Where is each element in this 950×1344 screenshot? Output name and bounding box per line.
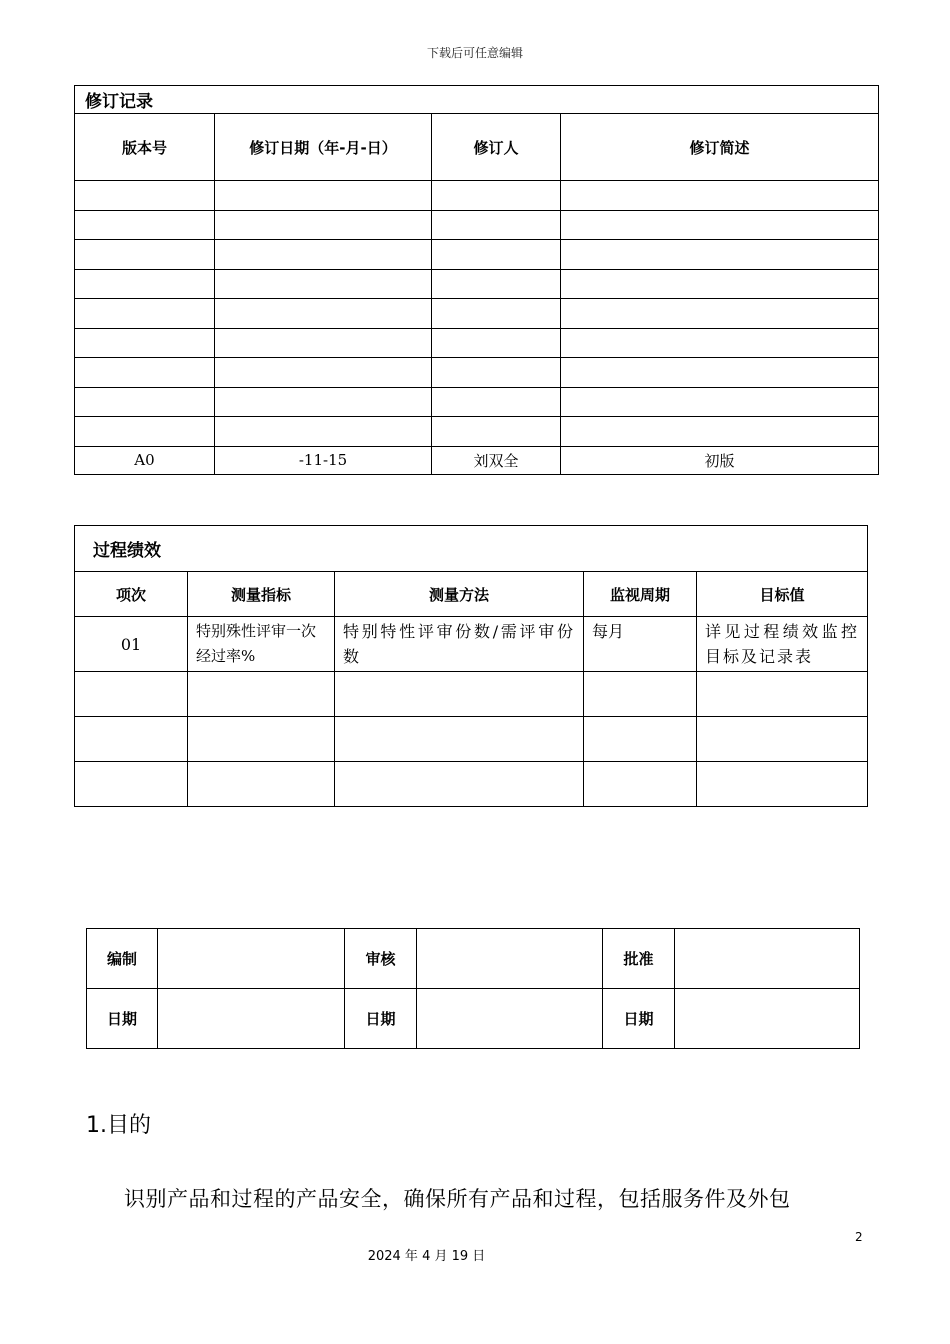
label-date: 日期 [603, 989, 675, 1049]
cell-method: 特别特性评审份数/需评审份数 [335, 617, 584, 672]
col-summary: 修订简述 [561, 114, 879, 181]
revision-table-title: 修订记录 [75, 86, 879, 114]
table-row [75, 299, 879, 329]
field-review [417, 929, 603, 989]
footer-date: 2024 年 4 月 19 日 [367, 1249, 486, 1264]
cell-item: 01 [75, 617, 188, 672]
label-date: 日期 [87, 989, 158, 1049]
table-row [75, 617, 868, 672]
label-review: 审核 [345, 929, 417, 989]
revision-table [74, 85, 879, 475]
cell-summary: 初版 [561, 446, 879, 474]
field-date [417, 989, 603, 1049]
field-approve [675, 929, 860, 989]
table-row [75, 387, 879, 417]
section-text: 识别产品和过程的产品安全，确保所有产品和过程，包括服务件及外包 [124, 1187, 791, 1211]
table-row [75, 417, 879, 447]
section-heading: 1.目的 [86, 1113, 151, 1138]
col-date: 修订日期（年-月-日） [215, 114, 432, 181]
table-row [75, 358, 879, 388]
cell-indicator: 特别殊性评审一次经过率% [188, 617, 335, 672]
col-period: 监视周期 [584, 572, 697, 617]
label-approve: 批准 [603, 929, 675, 989]
cell-version: A0 [75, 446, 215, 474]
label-compile: 编制 [87, 929, 158, 989]
table-row [75, 240, 879, 270]
cell-period: 每月 [584, 617, 697, 672]
cell-target: 详见过程绩效监控目标及记录表 [697, 617, 868, 672]
label-date: 日期 [345, 989, 417, 1049]
page-header: 下载后可任意编辑 [426, 46, 523, 60]
cell-reviser: 刘双全 [432, 446, 561, 474]
table-row [75, 181, 879, 211]
performance-table-title: 过程绩效 [75, 526, 868, 572]
col-target: 目标值 [697, 572, 868, 617]
field-date [158, 989, 345, 1049]
table-row [75, 269, 879, 299]
table-row [75, 717, 868, 762]
table-row [75, 210, 879, 240]
performance-table [74, 525, 868, 807]
cell-date: -11-15 [215, 446, 432, 474]
page-number: 2 [855, 1230, 863, 1244]
col-item: 项次 [75, 572, 188, 617]
col-indicator: 测量指标 [188, 572, 335, 617]
field-date [675, 989, 860, 1049]
table-row [75, 672, 868, 717]
col-reviser: 修订人 [432, 114, 561, 181]
table-row [75, 446, 879, 474]
field-compile [158, 929, 345, 989]
signoff-table [86, 928, 860, 1049]
col-version: 版本号 [75, 114, 215, 181]
table-row [75, 762, 868, 807]
table-row [75, 328, 879, 358]
col-method: 测量方法 [335, 572, 584, 617]
